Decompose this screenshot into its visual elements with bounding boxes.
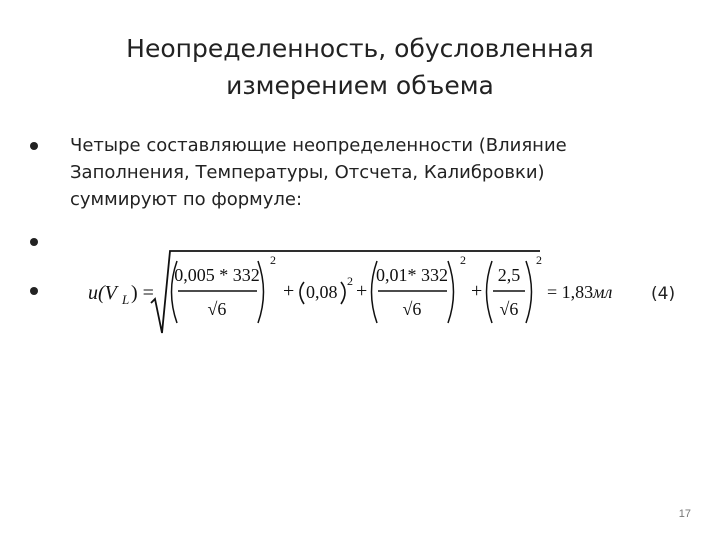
formula-result: = 1,83 [547,282,594,302]
term-4-exponent: 2 [536,253,542,267]
term-2-value: 0,08 [306,282,338,302]
page-number: 17 [678,508,691,520]
bullet-text-line-2: Заполнения, Температуры, Отсчета, Калибровки) [70,162,545,183]
bullet-text-line-1: Четыре составляющие неопределенности (Влияние [70,135,567,156]
formula-lhs-close: ) = [131,282,154,304]
bullet-text [70,132,630,213]
formula-unit: мл [593,282,613,302]
formula-term-2 [300,274,353,304]
equation-number: (4) [651,284,676,304]
term-1-denominator: √6 [207,299,227,319]
term-3-exponent: 2 [460,253,466,267]
term-1-numerator: 0,005 * 332 [174,265,260,285]
bullet-text-line-3: суммируют по формуле: [70,189,303,210]
formula-lhs-u: u(V [88,282,117,304]
slide-title-line-1: Неопределенность, обусловленная [126,34,594,63]
right-paren [526,261,532,323]
plus-sign: + [471,280,483,302]
slide-title-line-2: измерением объема [226,71,494,100]
right-paren [448,261,454,323]
bullet-marker [30,287,38,295]
formula-term-3 [372,253,467,323]
slide-title [60,30,660,104]
right-paren [341,282,345,304]
term-4-numerator: 2,5 [497,265,521,285]
formula-term-1 [172,253,277,323]
bullet-marker [30,142,38,150]
formula-svg [85,247,625,337]
left-paren [300,282,304,304]
formula-lhs-subscript: L [122,292,130,307]
term-1-exponent: 2 [270,253,276,267]
bullet-marker [30,238,38,246]
term-4-denominator: √6 [499,299,519,319]
uncertainty-formula [85,247,625,337]
term-3-denominator: √6 [402,299,422,319]
term-3-numerator: 0,01* 332 [376,265,448,285]
plus-sign: + [356,280,368,302]
term-2-exponent: 2 [347,274,353,288]
left-paren [487,261,493,323]
formula-term-4 [487,253,543,323]
plus-sign: + [283,280,295,302]
